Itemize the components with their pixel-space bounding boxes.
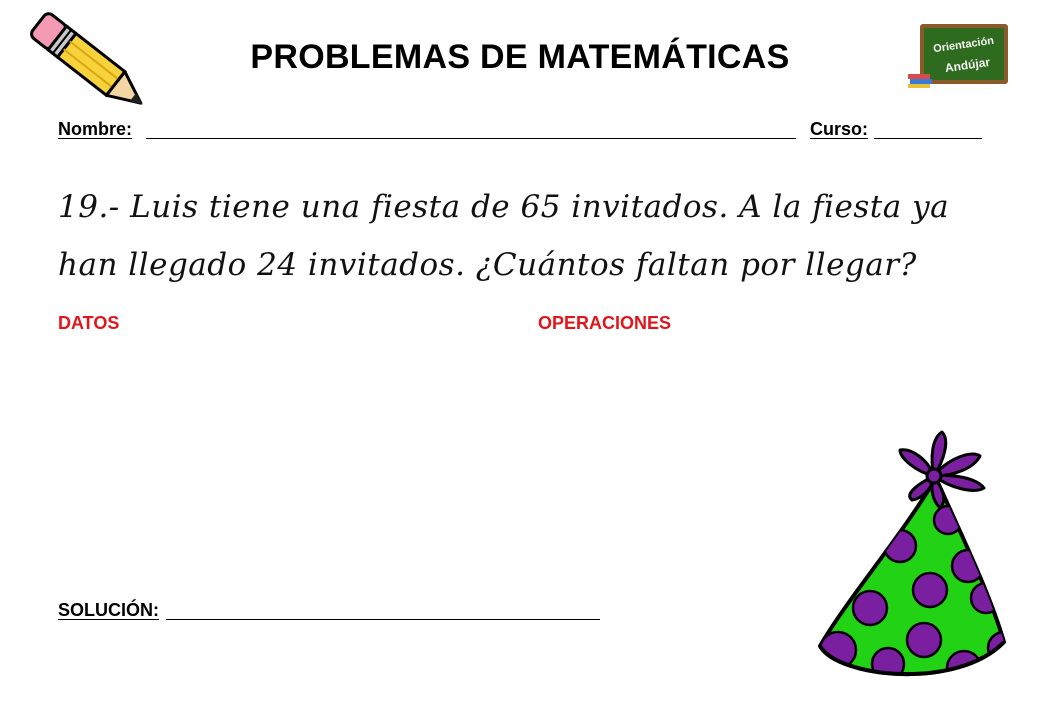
solution-line[interactable]: [166, 619, 600, 620]
name-line[interactable]: [146, 138, 796, 139]
problem-statement: [58, 178, 998, 294]
course-line[interactable]: [874, 138, 982, 139]
name-label: Nombre:: [58, 119, 133, 139]
page-title: PROBLEMAS DE MATEMÁTICAS: [250, 38, 790, 76]
party-hat-icon: [808, 428, 1014, 690]
logo-text-line2: Andújar: [944, 54, 991, 76]
problem-line-1: 19.- Luis tiene una fiesta de 65 invitados. A la fiesta ya: [58, 189, 950, 225]
chalkboard-logo: [908, 22, 1012, 88]
datos-label: DATOS: [58, 313, 120, 333]
solution-label: SOLUCIÓN:: [58, 600, 159, 620]
course-label: Curso:: [810, 119, 868, 139]
logo-text-line1: Orientación: [932, 34, 995, 56]
problem-line-2: han llegado 24 invitados. ¿Cuántos faltan por llegar?: [58, 247, 917, 283]
operaciones-label: OPERACIONES: [538, 313, 672, 333]
